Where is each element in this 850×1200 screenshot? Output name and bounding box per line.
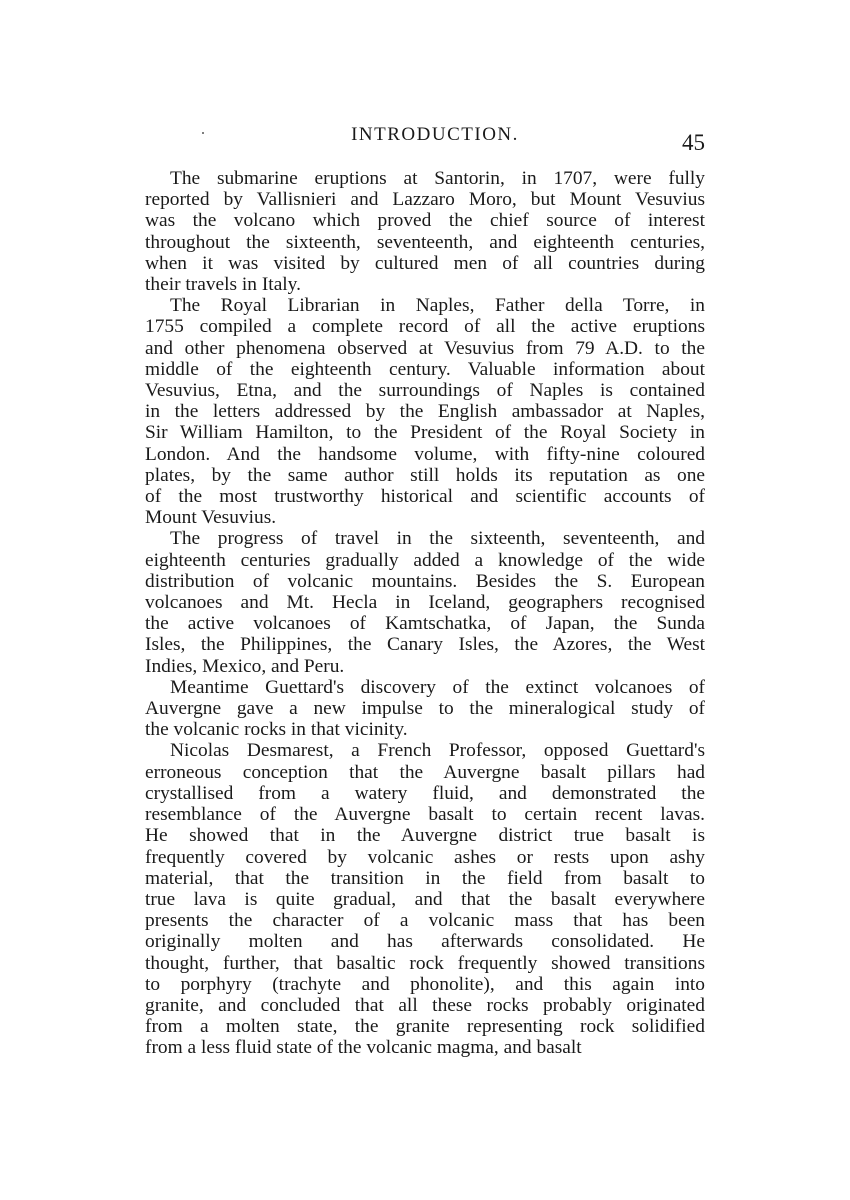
text-line: of the most trustworthy historical and scientific accounts of	[145, 486, 705, 508]
text-line: resemblance of the Auvergne basalt to certain recent lavas.	[145, 804, 705, 826]
text-line: in the letters addressed by the English ambassador at Naples,	[145, 401, 705, 423]
text-line: eighteenth centuries gradually added a knowledge of the wide	[145, 549, 705, 571]
page-header	[145, 122, 705, 155]
paragraph	[145, 740, 705, 1058]
text-line: The progress of travel in the sixteenth, seventeenth, and	[170, 528, 705, 550]
text-line: from a less fluid state of the volcanic magma, and basalt	[145, 1037, 582, 1059]
text-line: volcanoes and Mt. Hecla in Iceland, geographers recognised	[145, 592, 705, 614]
text-line: distribution of volcanic mountains. Besides the S. European	[145, 570, 705, 592]
text-line: throughout the sixteenth, seventeenth, and eighteenth centuries,	[145, 231, 705, 253]
text-line: granite, and concluded that all these rocks probably originated	[145, 994, 705, 1016]
text-line: and other phenomena observed at Vesuvius from 79 A.D. to the	[145, 337, 705, 359]
text-line: middle of the eighteenth century. Valuable information about	[145, 358, 705, 380]
text-line: Nicolas Desmarest, a French Professor, opposed Guettard's	[170, 740, 705, 762]
text-line: crystallised from a watery fluid, and demonstrated the	[145, 782, 705, 804]
text-line: to porphyry (trachyte and phonolite), and this again into	[145, 973, 705, 995]
paragraph	[145, 168, 705, 295]
paragraph	[145, 528, 705, 676]
text-line: when it was visited by cultured men of all countries during	[145, 252, 705, 274]
text-line: Vesuvius, Etna, and the surroundings of Naples is contained	[145, 380, 705, 402]
text-line: Indies, Mexico, and Peru.	[145, 655, 345, 677]
text-line: Sir William Hamilton, to the President of the Royal Society in	[145, 422, 705, 444]
text-line: reported by Vallisnieri and Lazzaro Moro, but Mount Vesuvius	[145, 189, 705, 211]
text-line: The Royal Librarian in Naples, Father della Torre, in	[170, 295, 705, 317]
text-line: frequently covered by volcanic ashes or rests upon ashy	[145, 846, 705, 868]
text-line: material, that the transition in the field from basalt to	[145, 867, 705, 889]
text-line: the volcanic rocks in that vicinity.	[145, 719, 408, 741]
text-line: presents the character of a volcanic mass that has been	[145, 910, 705, 932]
text-line: was the volcano which proved the chief source of interest	[145, 210, 705, 232]
text-line: Meantime Guettard's discovery of the extinct volcanoes of	[170, 676, 705, 698]
text-line: the active volcanoes of Kamtschatka, of Japan, the Sunda	[145, 613, 705, 635]
text-line: erroneous conception that the Auvergne basalt pillars had	[145, 761, 705, 783]
text-line: thought, further, that basaltic rock frequently showed transitions	[145, 952, 705, 974]
text-line: true lava is quite gradual, and that the basalt everywhere	[145, 888, 705, 910]
paragraph	[145, 677, 705, 741]
text-line: Mount Vesuvius.	[145, 507, 277, 529]
text-line: originally molten and has afterwards consolidated. He	[145, 931, 705, 953]
body-text	[145, 168, 705, 1059]
text-line: 1755 compiled a complete record of all the active eruptions	[145, 316, 705, 338]
running-head: INTRODUCTION.	[351, 124, 519, 145]
text-line: from a molten state, the granite representing rock solidified	[145, 1016, 705, 1038]
text-line: London. And the handsome volume, with fifty-nine coloured	[145, 443, 705, 465]
text-line: The submarine eruptions at Santorin, in 1707, were fully	[170, 168, 705, 189]
text-line: Auvergne gave a new impulse to the mineralogical study of	[145, 698, 705, 720]
text-line: their travels in Italy.	[145, 274, 301, 296]
page-number: 45	[682, 130, 705, 155]
text-line: Isles, the Philippines, the Canary Isles, the Azores, the West	[145, 634, 705, 656]
paragraph	[145, 295, 705, 528]
text-line: He showed that in the Auvergne district true basalt is	[145, 825, 705, 847]
text-line: plates, by the same author still holds its reputation as one	[145, 464, 705, 486]
